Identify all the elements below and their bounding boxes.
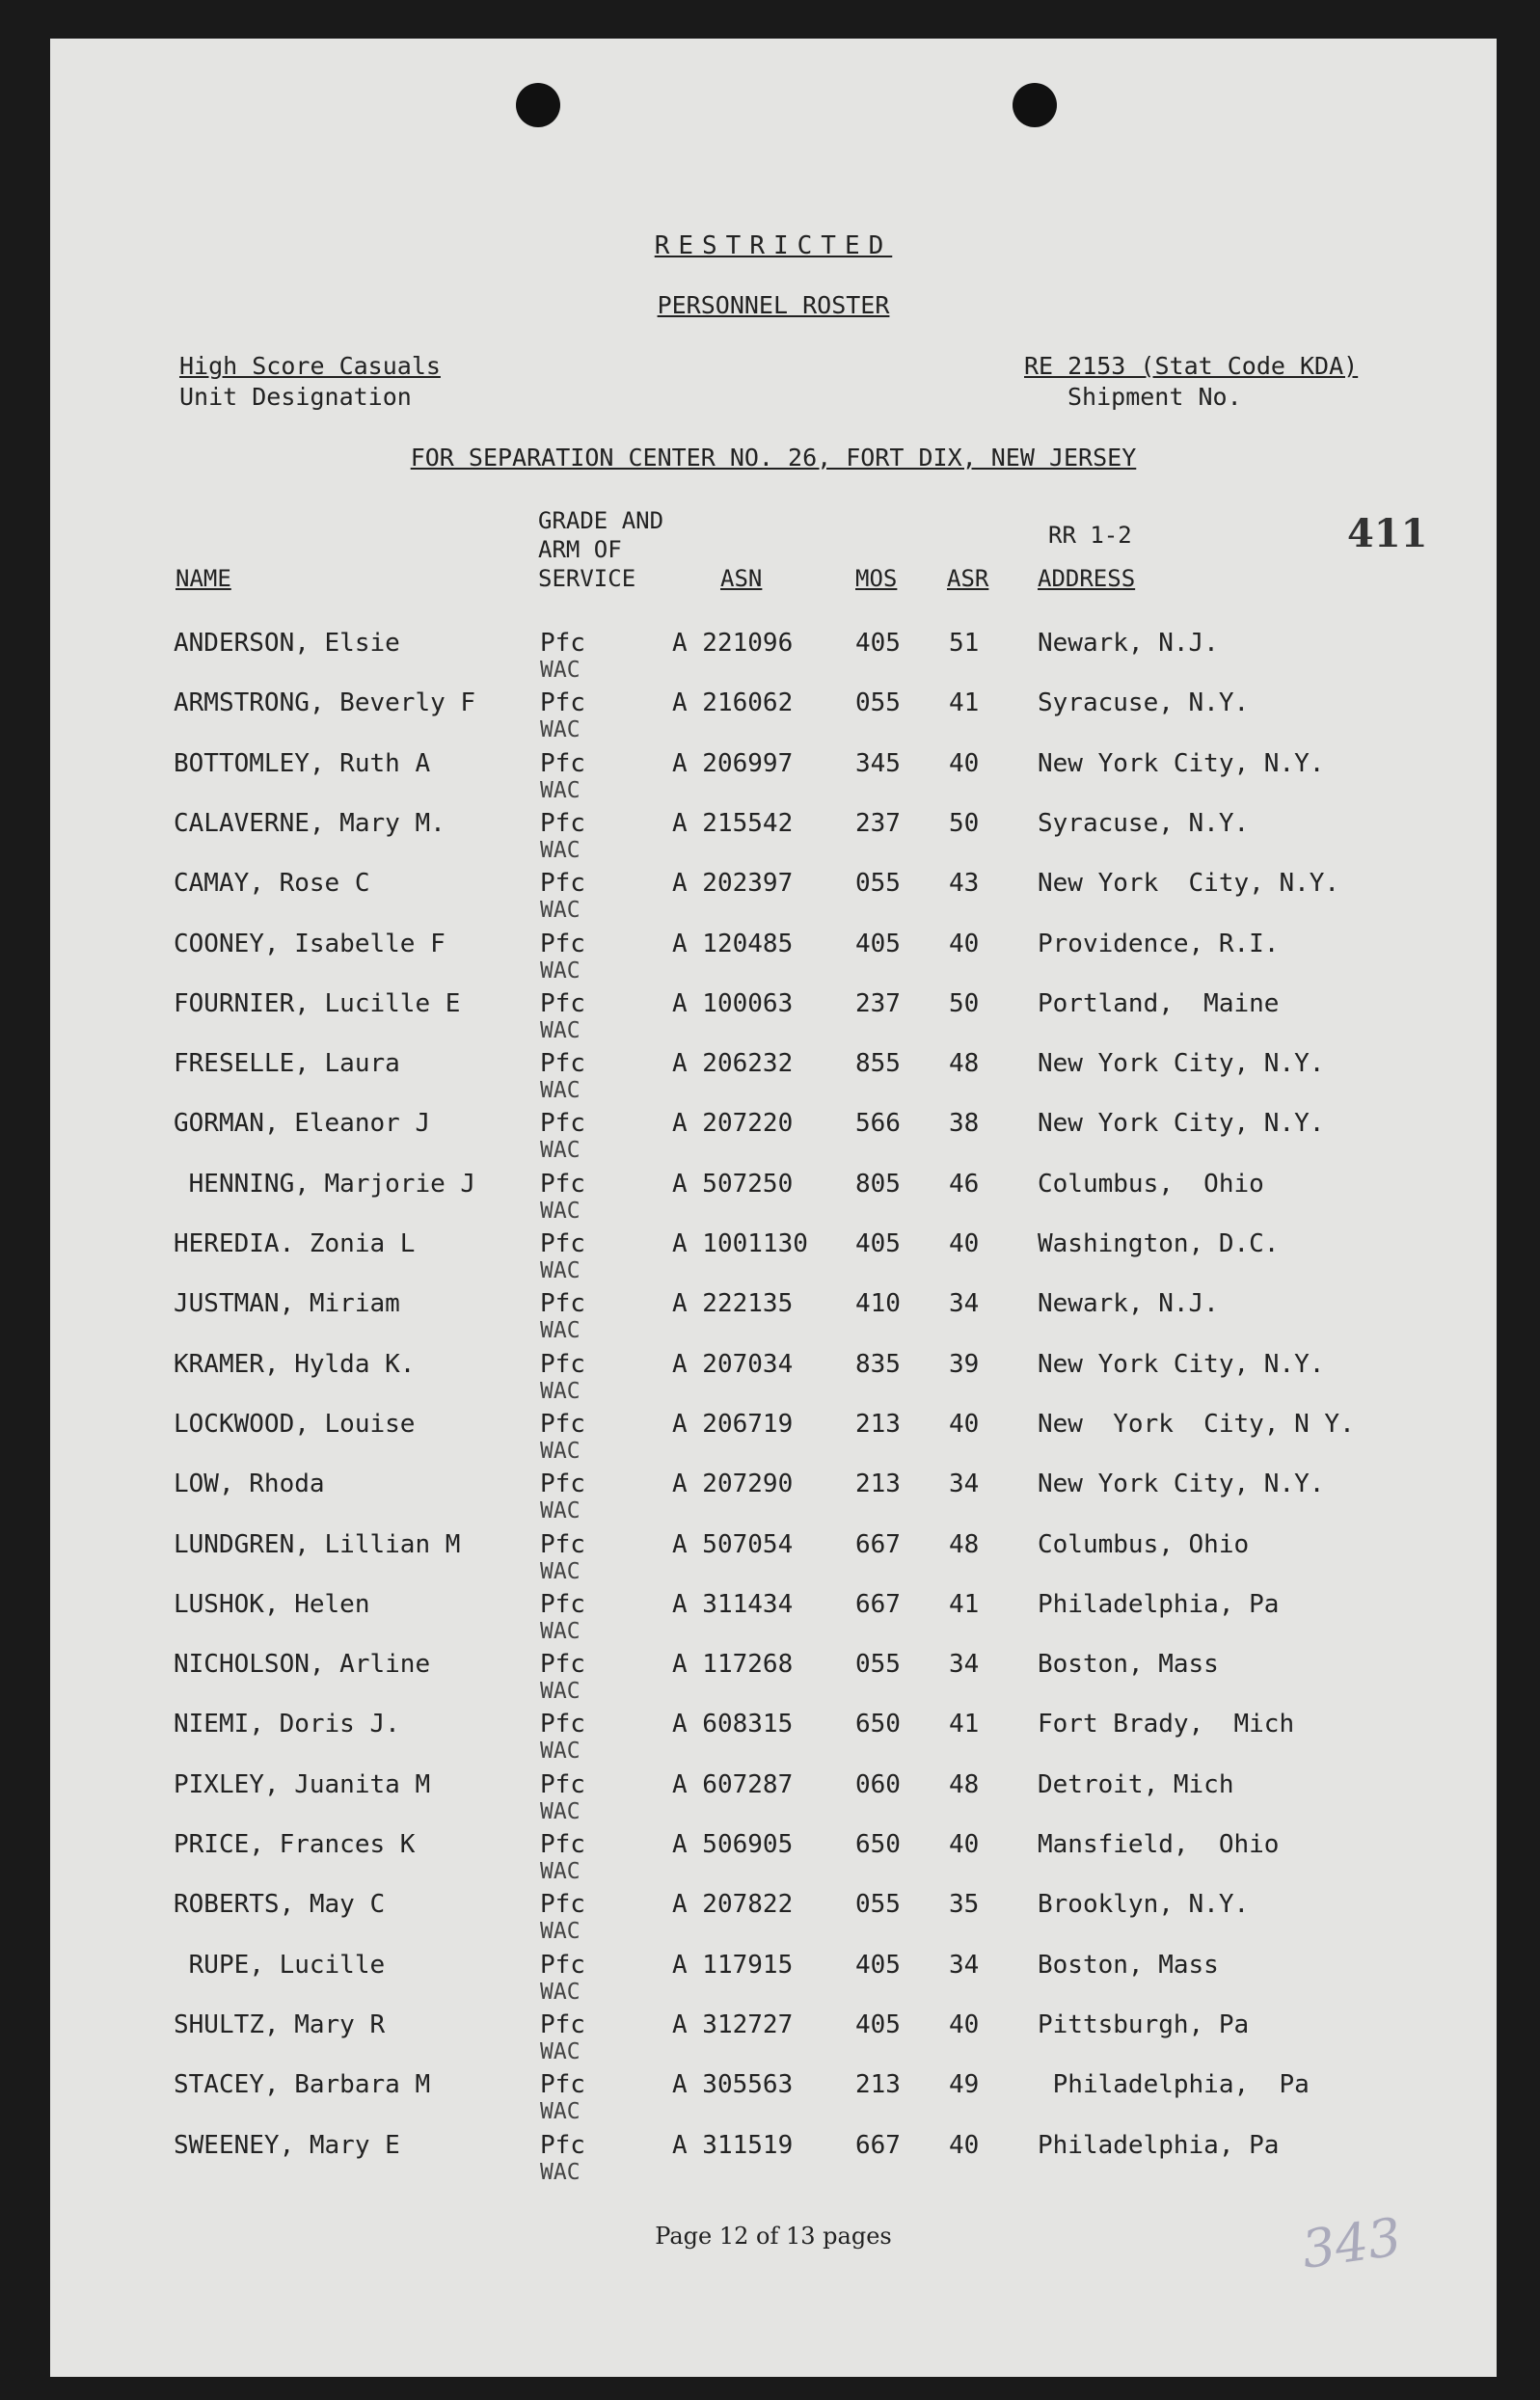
classification-heading: RESTRICTED — [654, 231, 893, 260]
table-row — [50, 1951, 1497, 2010]
personnel-name: LOW, Rhoda — [174, 1470, 325, 1499]
address-cell: New York City, N.Y. — [1038, 748, 1325, 778]
asr-cell: 43 — [949, 869, 980, 899]
address-cell: Philadelphia, Pa — [1038, 1589, 1280, 1619]
arm-of-service-cell: WAC — [540, 2038, 581, 2064]
grade-cell: Pfc — [540, 1409, 585, 1439]
grade-cell: Pfc — [540, 629, 585, 658]
shipment-number-value: RE 2153 (Stat Code KDA) — [1024, 352, 1359, 380]
arm-of-service-cell: WAC — [540, 1258, 581, 1283]
arm-of-service-cell: WAC — [540, 1739, 581, 1765]
mos-cell: 405 — [855, 2009, 901, 2039]
grade-cell: Pfc — [540, 2009, 585, 2039]
grade-cell: Pfc — [540, 1769, 585, 1799]
mos-cell: 237 — [855, 808, 901, 838]
address-cell: New York City, N.Y. — [1038, 1349, 1325, 1379]
asr-cell: 40 — [949, 929, 980, 958]
address-cell: Portland, Maine — [1038, 988, 1280, 1018]
asn-cell: A 207290 — [672, 1470, 794, 1499]
table-row — [50, 1470, 1497, 1529]
punch-hole — [516, 83, 560, 127]
asn-cell: A 311519 — [672, 2130, 794, 2160]
mos-cell: 650 — [855, 1830, 901, 1859]
asr-cell: 39 — [949, 1349, 980, 1379]
table-row — [50, 1109, 1497, 1169]
address-cell: Pittsburgh, Pa — [1038, 2009, 1250, 2039]
grade-cell: Pfc — [540, 1109, 585, 1139]
personnel-name: JUSTMAN, Miriam — [174, 1289, 400, 1319]
mos-cell: 055 — [855, 1650, 901, 1680]
mos-cell: 405 — [855, 1229, 901, 1258]
mos-cell: 650 — [855, 1710, 901, 1739]
asn-cell: A 215542 — [672, 808, 794, 838]
address-cell: Detroit, Mich — [1038, 1769, 1234, 1799]
asr-cell: 51 — [949, 629, 980, 658]
address-cell: Washington, D.C. — [1038, 1229, 1280, 1258]
handwritten-number: 343 — [1298, 2206, 1405, 2280]
table-row — [50, 809, 1497, 869]
punch-hole — [1013, 83, 1057, 127]
table-row — [50, 1650, 1497, 1710]
arm-of-service-cell: WAC — [540, 1498, 581, 1524]
asn-cell: A 120485 — [672, 929, 794, 958]
arm-of-service-cell: WAC — [540, 898, 581, 924]
arm-of-service-cell: WAC — [540, 1679, 581, 1705]
asn-cell: A 206719 — [672, 1409, 794, 1439]
personnel-name: HEREDIA. Zonia L — [174, 1229, 416, 1258]
mos-cell: 055 — [855, 688, 901, 718]
arm-of-service-cell: WAC — [540, 1198, 581, 1224]
grade-cell: Pfc — [540, 1229, 585, 1258]
personnel-name: PIXLEY, Juanita M — [174, 1769, 431, 1799]
asn-cell: A 222135 — [672, 1289, 794, 1319]
col-grade-header: GRADE AND ARM OF SERVICE — [538, 507, 664, 592]
mos-cell: 060 — [855, 1769, 901, 1799]
asn-cell: A 207220 — [672, 1109, 794, 1139]
asr-cell: 40 — [949, 2130, 980, 2160]
address-cell: New York City, N.Y. — [1038, 1470, 1325, 1499]
personnel-name: LUSHOK, Helen — [174, 1589, 370, 1619]
address-cell: Providence, R.I. — [1038, 929, 1280, 958]
grade-cell: Pfc — [540, 988, 585, 1018]
table-row — [50, 1410, 1497, 1470]
mos-cell: 410 — [855, 1289, 901, 1319]
personnel-name: ROBERTS, May C — [174, 1890, 386, 1920]
mos-cell: 667 — [855, 1589, 901, 1619]
mos-cell: 055 — [855, 869, 901, 899]
mos-cell: 405 — [855, 929, 901, 958]
grade-cell: Pfc — [540, 808, 585, 838]
table-row — [50, 869, 1497, 929]
mos-cell: 667 — [855, 1529, 901, 1559]
grade-cell: Pfc — [540, 1890, 585, 1920]
arm-of-service-cell: WAC — [540, 1798, 581, 1824]
table-row — [50, 749, 1497, 809]
asn-cell: A 117268 — [672, 1650, 794, 1680]
address-cell: Newark, N.J. — [1038, 1289, 1219, 1319]
address-cell: Boston, Mass — [1038, 1650, 1219, 1680]
personnel-name: GORMAN, Eleanor J — [174, 1109, 431, 1139]
personnel-name: ANDERSON, Elsie — [174, 629, 400, 658]
mos-cell: 213 — [855, 1409, 901, 1439]
personnel-name: CALAVERNE, Mary M. — [174, 808, 446, 838]
asr-cell: 40 — [949, 2009, 980, 2039]
table-row — [50, 930, 1497, 989]
roster-title: PERSONNEL ROSTER — [657, 291, 890, 319]
mos-cell: 566 — [855, 1109, 901, 1139]
table-row — [50, 1289, 1497, 1349]
asr-cell: 49 — [949, 2070, 980, 2100]
arm-of-service-cell: WAC — [540, 1919, 581, 1945]
asn-cell: A 100063 — [672, 988, 794, 1018]
table-row — [50, 1710, 1497, 1769]
address-cell: Syracuse, N.Y. — [1038, 808, 1250, 838]
table-row — [50, 2131, 1497, 2191]
personnel-name: SHULTZ, Mary R — [174, 2009, 386, 2039]
arm-of-service-cell: WAC — [540, 2159, 581, 2185]
arm-of-service-cell: WAC — [540, 1859, 581, 1884]
asr-cell: 50 — [949, 988, 980, 1018]
personnel-name: RUPE, Lucille — [174, 1950, 386, 1980]
table-row — [50, 2010, 1497, 2070]
address-cell: New York City, N.Y. — [1038, 1109, 1325, 1139]
arm-of-service-cell: WAC — [540, 957, 581, 984]
asn-cell: A 207034 — [672, 1349, 794, 1379]
personnel-name: PRICE, Frances K — [174, 1830, 416, 1859]
personnel-name: FRESELLE, Laura — [174, 1049, 400, 1079]
grade-cell: Pfc — [540, 1710, 585, 1739]
mos-cell: 213 — [855, 1470, 901, 1499]
asr-cell: 35 — [949, 1890, 980, 1920]
grade-cell: Pfc — [540, 1650, 585, 1680]
table-row — [50, 1530, 1497, 1590]
personnel-name: CAMAY, Rose C — [174, 869, 370, 899]
personnel-name: FOURNIER, Lucille E — [174, 988, 461, 1018]
personnel-name: ARMSTRONG, Beverly F — [174, 688, 476, 718]
personnel-name: SWEENEY, Mary E — [174, 2130, 400, 2160]
address-cell: Boston, Mass — [1038, 1950, 1219, 1980]
asr-cell: 46 — [949, 1169, 980, 1199]
arm-of-service-cell: WAC — [540, 1558, 581, 1584]
arm-of-service-cell: WAC — [540, 1318, 581, 1344]
asr-cell: 38 — [949, 1109, 980, 1139]
arm-of-service-cell: WAC — [540, 837, 581, 863]
asn-cell: A 206232 — [672, 1049, 794, 1079]
asr-cell: 40 — [949, 1830, 980, 1859]
asr-cell: 41 — [949, 688, 980, 718]
grade-cell: Pfc — [540, 929, 585, 958]
page-number: Page 12 of 13 pages — [655, 2223, 892, 2250]
address-cell: Syracuse, N.Y. — [1038, 688, 1250, 718]
mos-cell: 237 — [855, 988, 901, 1018]
asn-cell: A 221096 — [672, 629, 794, 658]
personnel-name: HENNING, Marjorie J — [174, 1169, 476, 1199]
asr-cell: 48 — [949, 1529, 980, 1559]
arm-of-service-cell: WAC — [540, 717, 581, 743]
asn-cell: A 117915 — [672, 1950, 794, 1980]
grade-cell: Pfc — [540, 1950, 585, 1980]
personnel-name: STACEY, Barbara M — [174, 2070, 431, 2100]
asn-cell: A 216062 — [672, 688, 794, 718]
asr-cell: 34 — [949, 1470, 980, 1499]
asr-cell: 41 — [949, 1589, 980, 1619]
grade-cell: Pfc — [540, 2070, 585, 2100]
asn-cell: A 1001130 — [672, 1229, 808, 1258]
table-row — [50, 1830, 1497, 1890]
asr-cell: 41 — [949, 1710, 980, 1739]
mos-cell: 405 — [855, 1950, 901, 1980]
mos-cell: 213 — [855, 2070, 901, 2100]
asr-cell: 34 — [949, 1650, 980, 1680]
mos-cell: 667 — [855, 2130, 901, 2160]
col-mos-header: MOS — [855, 565, 898, 592]
address-cell: Brooklyn, N.Y. — [1038, 1890, 1250, 1920]
asr-cell: 34 — [949, 1950, 980, 1980]
col-name-header: NAME — [176, 565, 231, 592]
col-asr-header: ASR — [947, 565, 989, 592]
mos-cell: 835 — [855, 1349, 901, 1379]
asr-cell: 34 — [949, 1289, 980, 1319]
arm-of-service-cell: WAC — [540, 1378, 581, 1404]
grade-cell: Pfc — [540, 869, 585, 899]
address-cell: Columbus, Ohio — [1038, 1529, 1250, 1559]
asn-cell: A 312727 — [672, 2009, 794, 2039]
address-cell: New York City, N Y. — [1038, 1409, 1355, 1439]
table-row — [50, 629, 1497, 688]
asn-cell: A 206997 — [672, 748, 794, 778]
unit-designation-value: High Score Casuals — [179, 352, 441, 380]
personnel-name: KRAMER, Hylda K. — [174, 1349, 416, 1379]
personnel-name: LUNDGREN, Lillian M — [174, 1529, 461, 1559]
stamp-number: 411 — [1347, 511, 1428, 556]
grade-cell: Pfc — [540, 1289, 585, 1319]
asn-cell: A 506905 — [672, 1830, 794, 1859]
asn-cell: A 507250 — [672, 1169, 794, 1199]
grade-cell: Pfc — [540, 2130, 585, 2160]
arm-of-service-cell: WAC — [540, 2099, 581, 2125]
grade-cell: Pfc — [540, 1529, 585, 1559]
address-cell: New York City, N.Y. — [1038, 1049, 1325, 1079]
grade-cell: Pfc — [540, 1470, 585, 1499]
asr-cell: 40 — [949, 748, 980, 778]
col-asn-header: ASN — [720, 565, 763, 592]
asr-cell: 40 — [949, 1229, 980, 1258]
address-cell: Philadelphia, Pa — [1038, 2070, 1310, 2100]
table-row — [50, 1590, 1497, 1650]
col-rr-header: RR 1-2 — [1048, 522, 1132, 549]
personnel-name: NICHOLSON, Arline — [174, 1650, 431, 1680]
personnel-name: NIEMI, Doris J. — [174, 1710, 400, 1739]
grade-cell: Pfc — [540, 1589, 585, 1619]
mos-cell: 055 — [855, 1890, 901, 1920]
grade-cell: Pfc — [540, 688, 585, 718]
asn-cell: A 507054 — [672, 1529, 794, 1559]
unit-designation-label: Unit Designation — [179, 383, 412, 411]
mos-cell: 855 — [855, 1049, 901, 1079]
address-cell: New York City, N.Y. — [1038, 869, 1340, 899]
grade-cell: Pfc — [540, 1349, 585, 1379]
mos-cell: 345 — [855, 748, 901, 778]
personnel-name: LOCKWOOD, Louise — [174, 1409, 416, 1439]
table-row — [50, 1049, 1497, 1109]
asr-cell: 48 — [949, 1769, 980, 1799]
arm-of-service-cell: WAC — [540, 1138, 581, 1164]
shipment-number-label: Shipment No. — [1067, 383, 1242, 411]
address-cell: Mansfield, Ohio — [1038, 1830, 1280, 1859]
arm-of-service-cell: WAC — [540, 1078, 581, 1104]
arm-of-service-cell: WAC — [540, 1618, 581, 1644]
table-row — [50, 688, 1497, 748]
grade-cell: Pfc — [540, 1049, 585, 1079]
arm-of-service-cell: WAC — [540, 1017, 581, 1043]
mos-cell: 805 — [855, 1169, 901, 1199]
address-cell: Fort Brady, Mich — [1038, 1710, 1295, 1739]
asn-cell: A 305563 — [672, 2070, 794, 2100]
table-row — [50, 1229, 1497, 1289]
asn-cell: A 202397 — [672, 869, 794, 899]
table-row — [50, 1890, 1497, 1950]
asn-cell: A 207822 — [672, 1890, 794, 1920]
asr-cell: 50 — [949, 808, 980, 838]
asr-cell: 40 — [949, 1409, 980, 1439]
personnel-name: BOTTOMLEY, Ruth A — [174, 748, 431, 778]
table-row — [50, 1170, 1497, 1229]
address-cell: Newark, N.J. — [1038, 629, 1219, 658]
address-cell: Philadelphia, Pa — [1038, 2130, 1280, 2160]
arm-of-service-cell: WAC — [540, 658, 581, 683]
arm-of-service-cell: WAC — [540, 1438, 581, 1464]
grade-cell: Pfc — [540, 748, 585, 778]
asn-cell: A 311434 — [672, 1589, 794, 1619]
table-row — [50, 1770, 1497, 1830]
document-page — [50, 39, 1497, 2377]
table-row — [50, 2070, 1497, 2130]
asn-cell: A 608315 — [672, 1710, 794, 1739]
asn-cell: A 607287 — [672, 1769, 794, 1799]
mos-cell: 405 — [855, 629, 901, 658]
asr-cell: 48 — [949, 1049, 980, 1079]
grade-cell: Pfc — [540, 1169, 585, 1199]
personnel-name: COONEY, Isabelle F — [174, 929, 446, 958]
address-cell: Columbus, Ohio — [1038, 1169, 1264, 1199]
destination-heading: FOR SEPARATION CENTER NO. 26, FORT DIX, NEW JERSEY — [410, 444, 1137, 472]
col-address-header: ADDRESS — [1038, 565, 1136, 592]
arm-of-service-cell: WAC — [540, 1979, 581, 2005]
table-row — [50, 989, 1497, 1049]
table-row — [50, 1350, 1497, 1410]
arm-of-service-cell: WAC — [540, 777, 581, 803]
grade-cell: Pfc — [540, 1830, 585, 1859]
